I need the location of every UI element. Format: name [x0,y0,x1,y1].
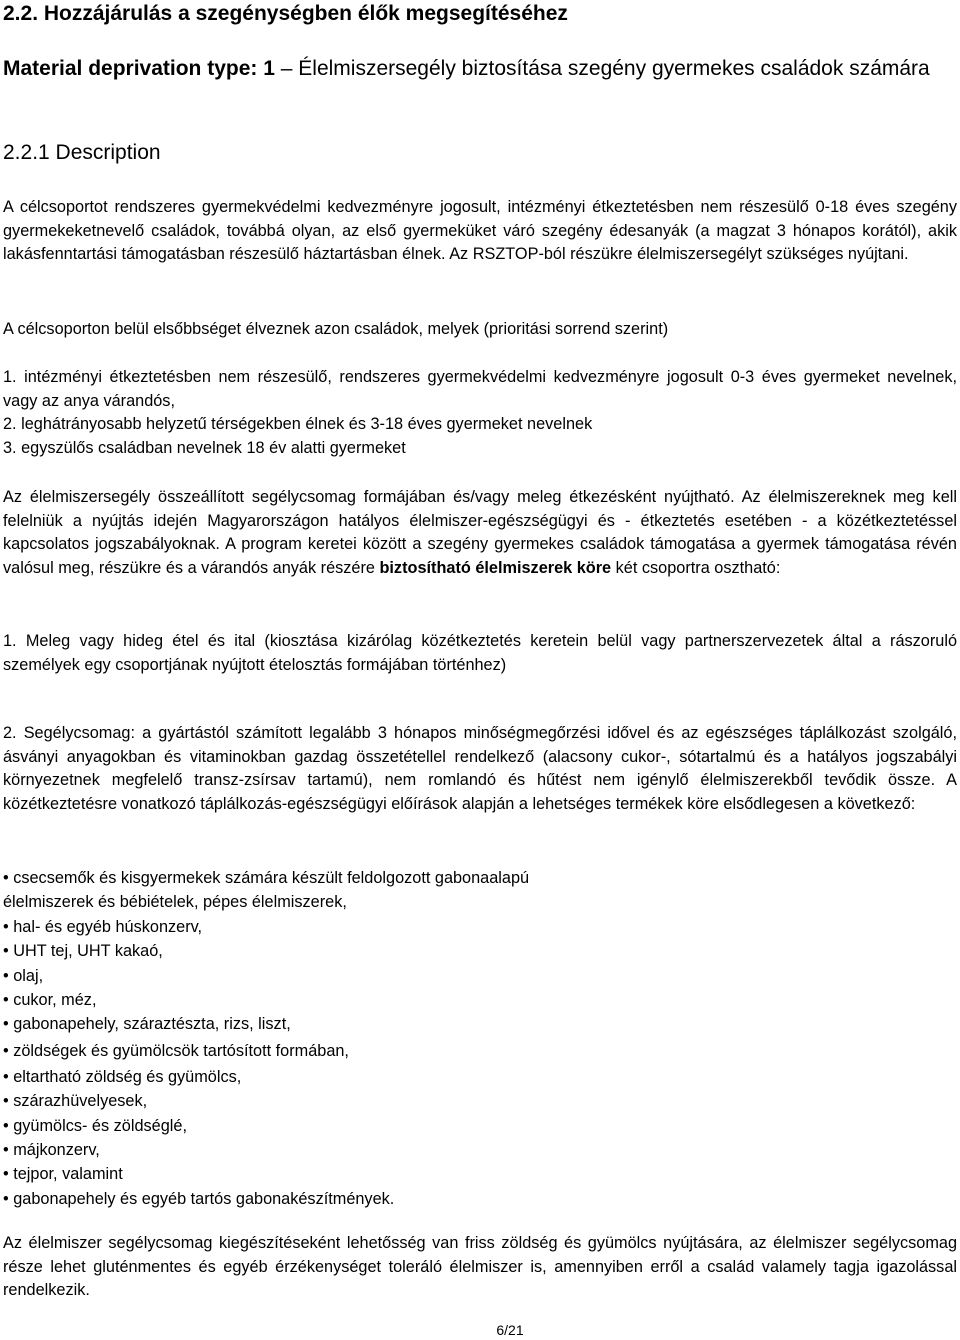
aid-bold-text: biztosítható élelmiszerek köre [379,558,612,577]
intro-paragraph: A célcsoportot rendszeres gyermekvédelmi kedvezményre jogosult, intézményi étkeztetésben nem részesülő 0-18 éves szegény gyermekeketnevelő családok, továbbá olyan, az első gyermeküket váró szegény édesanyák (a magzat 3 hónapos korától), akik lakásfenntartási támogatásban részesülő háztartásban élnek. Az RSZTOP-ból részükre élelmiszersegélyt szükséges nyújtani. [3,198,957,264]
priority-item-2: 2. leghátrányosabb helyzetű térségekben élnek és 3-18 éves gyermeket nevelnek [3,415,593,434]
list-item: élelmiszerek és bébiételek, pépes élelmiszerek, [3,893,347,912]
group-2-paragraph: 2. Segélycsomag: a gyártástól számított legalább 3 hónapos minőségmegőrzési idővel és az egészséges táplálkozást szolgáló, ásványi anyagokban és vitaminokban gazdag összetétellel rendelkező (alacsony cukor-, sótartalmú és a hatályos jogszabályi környezetnek megfelelő transz-zsírsav tartamú), nem romlandó és hűtést nem igénylő élelmiszerekből tevődik össze. A közétkeztetésre vonatkozó táplálkozás-egészségügyi előírások alapján a lehetséges termékek köre elsődlegesen a következő: [3,724,957,813]
list-item: • májkonzerv, [3,1141,100,1160]
list-item: • tejpor, valamint [3,1165,123,1184]
list-item: • gabonapehely, száraztészta, rizs, liszt, [3,1015,291,1034]
closing-paragraph: Az élelmiszer segélycsomag kiegészítéseként lehetősség van friss zöldség és gyümölcs nyújtására, az élelmiszer segélycsomag része lehet gluténmentes és egyéb érzékenységet toleráló élelmiszer is, amennyiben erről a család valamely tagja igazolással rendelkezik. [3,1234,957,1300]
subsection-heading [3,54,957,83]
aid-text-end: két csoportra osztható: [615,558,781,577]
subsection-title: Élelmiszersegély biztosítása szegény gyermekes családok számára [298,57,930,80]
list-item: • gabonapehely és egyéb tartós gabonakészítmények. [3,1189,395,1208]
priority-item-3: 3. egyszülős családban nevelnek 18 év alatti gyermeket [3,438,406,457]
section-heading: 2.2. Hozzájárulás a szegénységben élők megsegítéséhez [3,2,568,25]
page-number: 6/21 [496,1322,524,1338]
list-item: • olaj, [3,966,44,985]
list-item: • eltartható zöldség és gyümölcs, [3,1067,242,1086]
priority-list [3,366,957,460]
list-item: • szárazhüvelyesek, [3,1092,148,1111]
priority-item-1: 1. intézményi étkeztetésben nem részesülő, rendszeres gyermekvédelmi kedvezményre jogosult 0-3 éves gyermeket nevelnek, vagy az anya várandós, [3,368,957,410]
list-item: • csecsemők és kisgyermekek számára készült feldolgozott gabonaalapú [3,869,530,887]
description-heading: 2.2.1 Description [3,141,161,164]
food-list [3,866,957,1211]
list-item: • zöldségek és gyümölcsök tartósított formában, [3,1041,349,1060]
priority-intro: A célcsoporton belül elsőbbséget élveznek azon családok, melyek (prioritási sorrend szerint) [3,320,669,338]
list-item: • gyümölcs- és zöldséglé, [3,1116,187,1135]
aid-text: Az élelmiszersegély összeállított segélycsomag formájában és/vagy meleg étkezésként nyújtható. Az élelmiszereknek meg kell felelniük a nyújtás idején Magyarországon hatályos élelmiszer-egészségügyi és - étkeztetés esetében - a közétkeztetéssel kapcsolatos jogszabályoknak. A program keretei között a szegény gyermekes családok támogatása a gyermek támogatása révén valósul meg, részükre és a várandós anyák részére [3,488,957,577]
list-item: • cukor, méz, [3,991,97,1010]
heading-dash: – [280,57,293,80]
list-item: • UHT tej, UHT kakaó, [3,942,163,961]
aid-paragraph [3,486,957,580]
material-deprivation-type: Material deprivation type: 1 [3,57,275,80]
group-1-paragraph: 1. Meleg vagy hideg étel és ital (kiosztása kizárólag közétkeztetés keretein belül vagy partnerszervezetek által a rászoruló személyek egy csoportjának nyújtott ételosztás formájában történhez) [3,632,957,674]
list-item: • hal- és egyéb húskonzerv, [3,917,203,936]
